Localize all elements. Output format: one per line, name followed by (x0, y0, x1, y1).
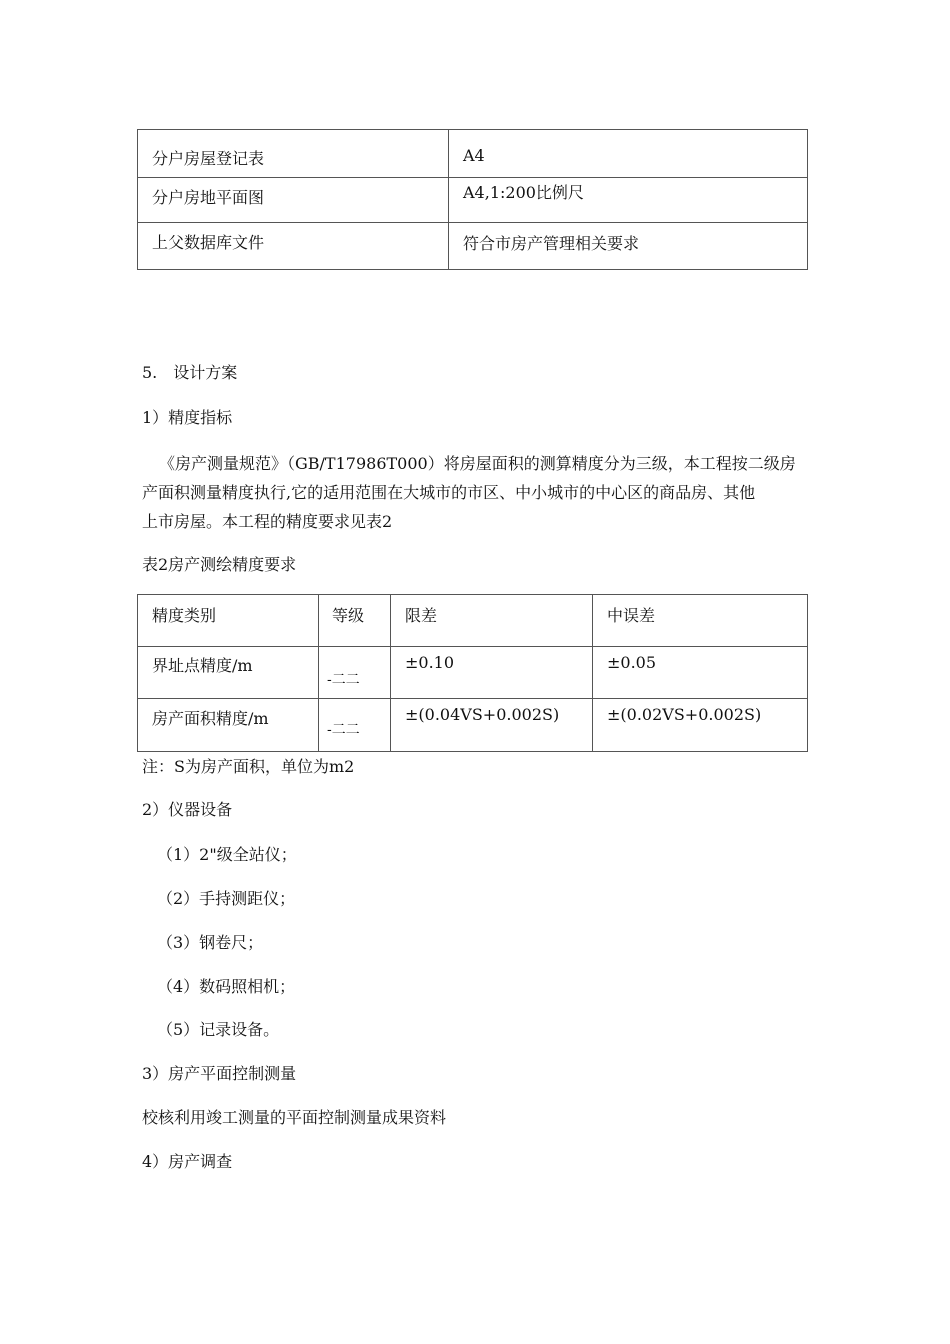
table-header-cell: 限差 (391, 595, 593, 647)
deliverables-table (137, 129, 808, 270)
table-cell: ±0.05 (593, 647, 808, 699)
table-cell: ±0.10 (391, 647, 593, 699)
table-header-cell: 等级 (319, 595, 391, 647)
paragraph-line: 产面积测量精度执行,它的适用范围在大城市的市区、中小城市的中心区的商品房、其他 (142, 483, 756, 502)
list-item: （2）手持测距仪； (157, 889, 296, 908)
table-cell: 上父数据库文件 (138, 223, 449, 270)
table-header-cell: 中误差 (593, 595, 808, 647)
list-item: （4）数码照相机； (157, 977, 296, 996)
table-cell: 界址点精度/m (138, 647, 319, 699)
body-text: 校核利用竣工测量的平面控制测量成果资料 (142, 1108, 447, 1127)
table-row (138, 699, 808, 752)
table-cell: A4 (449, 130, 808, 178)
section-heading: 5. 设计方案 (142, 363, 238, 382)
table-row (138, 178, 808, 223)
table-row (138, 223, 808, 270)
table-cell: 分户房地平面图 (138, 178, 449, 223)
list-item: （1）2"级全站仪； (157, 845, 297, 864)
paragraph-line: 《房产测量规范》（GB/T17986T000）将房屋面积的测算精度分为三级，本工程按二级房 (159, 454, 796, 473)
paragraph-line: 上市房屋。本工程的精度要求见表2 (142, 512, 393, 531)
table-cell: ±(0.02VS+0.002S) (593, 699, 808, 752)
precision-table (137, 594, 808, 752)
subsection-heading-control-survey: 3）房产平面控制测量 (142, 1064, 297, 1083)
table-header-cell: 精度类别 (138, 595, 319, 647)
table-cell: 房产面积精度/m (138, 699, 319, 752)
table-cell: ±(0.04VS+0.002S) (391, 699, 593, 752)
subsection-heading-precision: 1）精度指标 (142, 408, 233, 427)
table-cell: -二二 (319, 699, 391, 752)
table-cell: -二二 (319, 647, 391, 699)
list-item: （5）记录设备。 (157, 1020, 280, 1039)
table-cell: A4,1:200比例尺 (449, 178, 808, 223)
table-cell: 分户房屋登记表 (138, 130, 449, 178)
table-header-row (138, 595, 808, 647)
table-caption: 表2房产测绘精度要求 (142, 555, 297, 574)
subsection-heading-equipment: 2）仪器设备 (142, 800, 233, 819)
table-row (138, 130, 808, 178)
table-row (138, 647, 808, 699)
subsection-heading-investigation: 4）房产调查 (142, 1152, 233, 1171)
table-cell: 符合市房产管理相关要求 (449, 223, 808, 270)
table-note: 注：S为房产面积，单位为m2 (142, 757, 355, 776)
list-item: （3）钢卷尺； (157, 933, 264, 952)
